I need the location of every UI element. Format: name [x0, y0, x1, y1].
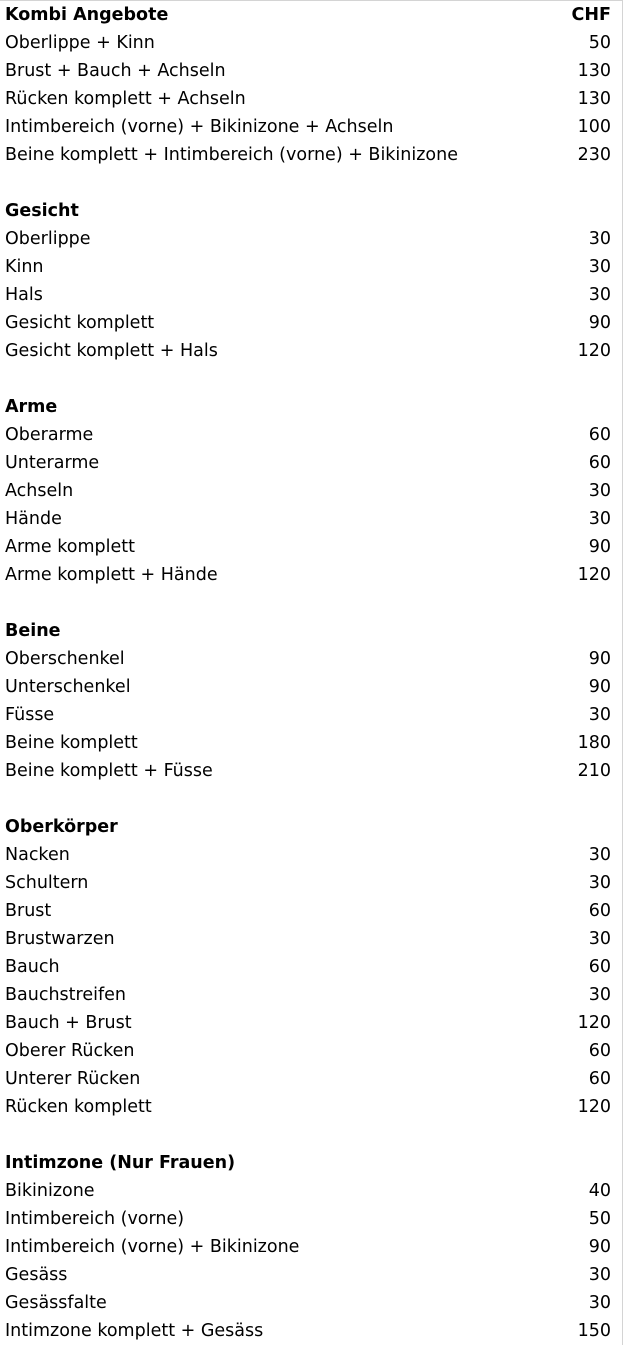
section-header — [0, 197, 622, 225]
price-section — [0, 197, 622, 365]
treatment-name: Intimzone komplett + Gesäss — [5, 1321, 264, 1341]
price-row — [0, 1205, 622, 1233]
price-row — [0, 281, 622, 309]
treatment-price: 90 — [588, 1237, 611, 1257]
price-row — [0, 1317, 622, 1345]
price-row — [0, 421, 622, 449]
treatment-name: Hände — [5, 509, 62, 529]
section-header — [0, 1, 622, 29]
price-row — [0, 981, 622, 1009]
treatment-price: 30 — [588, 929, 611, 949]
treatment-name: Unterschenkel — [5, 677, 131, 697]
treatment-price: 30 — [588, 705, 611, 725]
price-row — [0, 449, 622, 477]
treatment-price: 30 — [588, 481, 611, 501]
section-header — [0, 813, 622, 841]
price-row — [0, 1065, 622, 1093]
price-row — [0, 841, 622, 869]
section-title: Oberkörper — [5, 817, 118, 837]
treatment-name: Bauch — [5, 957, 60, 977]
treatment-price: 130 — [577, 89, 611, 109]
treatment-name: Bikinizone — [5, 1181, 95, 1201]
price-row — [0, 85, 622, 113]
section-spacer — [0, 169, 622, 197]
section-title: Beine — [5, 621, 61, 641]
treatment-name: Oberlippe + Kinn — [5, 33, 155, 53]
treatment-name: Intimbereich (vorne) + Bikinizone — [5, 1237, 300, 1257]
treatment-name: Schultern — [5, 873, 89, 893]
treatment-name: Nacken — [5, 845, 70, 865]
section-header — [0, 1149, 622, 1177]
treatment-price: 30 — [588, 257, 611, 277]
price-row — [0, 225, 622, 253]
section-header — [0, 393, 622, 421]
treatment-price: 30 — [588, 509, 611, 529]
price-row — [0, 505, 622, 533]
treatment-name: Gesässfalte — [5, 1293, 107, 1313]
treatment-price: 150 — [577, 1321, 611, 1341]
section-title: Intimzone (Nur Frauen) — [5, 1153, 236, 1173]
treatment-price: 30 — [588, 1293, 611, 1313]
price-row — [0, 897, 622, 925]
treatment-price: 30 — [588, 985, 611, 1005]
treatment-name: Gesicht komplett + Hals — [5, 341, 218, 361]
section-spacer — [0, 365, 622, 393]
treatment-name: Kinn — [5, 257, 44, 277]
price-row — [0, 869, 622, 897]
treatment-name: Achseln — [5, 481, 74, 501]
price-row — [0, 309, 622, 337]
treatment-name: Unterarme — [5, 453, 100, 473]
price-row — [0, 1037, 622, 1065]
price-section — [0, 617, 622, 785]
currency-label: CHF — [571, 5, 611, 25]
treatment-name: Gesicht komplett — [5, 313, 155, 333]
price-row — [0, 925, 622, 953]
treatment-price: 60 — [588, 957, 611, 977]
treatment-name: Rücken komplett — [5, 1097, 152, 1117]
treatment-price: 90 — [588, 677, 611, 697]
treatment-price: 30 — [588, 1265, 611, 1285]
section-title: Kombi Angebote — [5, 5, 169, 25]
treatment-price: 120 — [577, 341, 611, 361]
treatment-name: Arme komplett — [5, 537, 135, 557]
price-row — [0, 113, 622, 141]
treatment-name: Unterer Rücken — [5, 1069, 141, 1089]
treatment-price: 30 — [588, 873, 611, 893]
price-row — [0, 729, 622, 757]
treatment-price: 230 — [577, 145, 611, 165]
treatment-name: Beine komplett + Intimbereich (vorne) + Bikinizone — [5, 145, 459, 165]
treatment-price: 180 — [577, 733, 611, 753]
treatment-price: 50 — [588, 1209, 611, 1229]
treatment-name: Oberer Rücken — [5, 1041, 135, 1061]
price-section — [0, 393, 622, 589]
treatment-name: Oberlippe — [5, 229, 91, 249]
treatment-name: Brustwarzen — [5, 929, 115, 949]
treatment-name: Oberschenkel — [5, 649, 125, 669]
price-section — [0, 1, 622, 169]
price-section — [0, 813, 622, 1121]
treatment-price: 40 — [588, 1181, 611, 1201]
price-row — [0, 1289, 622, 1317]
treatment-price: 210 — [577, 761, 611, 781]
treatment-price: 60 — [588, 425, 611, 445]
price-row — [0, 1093, 622, 1121]
treatment-price: 100 — [577, 117, 611, 137]
treatment-price: 60 — [588, 453, 611, 473]
treatment-price: 120 — [577, 1013, 611, 1033]
treatment-name: Hals — [5, 285, 43, 305]
treatment-price: 30 — [588, 285, 611, 305]
price-row — [0, 477, 622, 505]
section-spacer — [0, 785, 622, 813]
treatment-price: 30 — [588, 229, 611, 249]
treatment-name: Rücken komplett + Achseln — [5, 89, 246, 109]
treatment-name: Bauch + Brust — [5, 1013, 132, 1033]
treatment-price: 90 — [588, 313, 611, 333]
price-section — [0, 1149, 622, 1345]
price-row — [0, 1261, 622, 1289]
treatment-price: 120 — [577, 565, 611, 585]
treatment-price: 60 — [588, 1041, 611, 1061]
price-row — [0, 1177, 622, 1205]
treatment-name: Beine komplett + Füsse — [5, 761, 213, 781]
price-row — [0, 253, 622, 281]
treatment-price: 120 — [577, 1097, 611, 1117]
price-row — [0, 561, 622, 589]
treatment-price: 30 — [588, 845, 611, 865]
price-row — [0, 645, 622, 673]
price-row — [0, 953, 622, 981]
treatment-price: 90 — [588, 649, 611, 669]
section-spacer — [0, 1121, 622, 1149]
treatment-price: 60 — [588, 1069, 611, 1089]
section-title: Arme — [5, 397, 58, 417]
price-row — [0, 1233, 622, 1261]
treatment-price: 90 — [588, 537, 611, 557]
treatment-name: Füsse — [5, 705, 55, 725]
price-row — [0, 337, 622, 365]
treatment-name: Oberarme — [5, 425, 94, 445]
price-row — [0, 29, 622, 57]
treatment-price: 130 — [577, 61, 611, 81]
section-header — [0, 617, 622, 645]
treatment-name: Gesäss — [5, 1265, 68, 1285]
price-row — [0, 701, 622, 729]
treatment-name: Intimbereich (vorne) + Bikinizone + Achseln — [5, 117, 394, 137]
treatment-name: Beine komplett — [5, 733, 138, 753]
section-title: Gesicht — [5, 201, 79, 221]
treatment-name: Arme komplett + Hände — [5, 565, 218, 585]
price-row — [0, 1009, 622, 1037]
treatment-name: Bauchstreifen — [5, 985, 126, 1005]
price-row — [0, 673, 622, 701]
section-spacer — [0, 589, 622, 617]
treatment-price: 60 — [588, 901, 611, 921]
price-row — [0, 141, 622, 169]
price-row — [0, 57, 622, 85]
treatment-name: Brust — [5, 901, 52, 921]
treatment-price: 50 — [588, 33, 611, 53]
price-row — [0, 757, 622, 785]
treatment-name: Brust + Bauch + Achseln — [5, 61, 226, 81]
price-sections — [0, 1, 622, 1345]
treatment-name: Intimbereich (vorne) — [5, 1209, 185, 1229]
price-row — [0, 533, 622, 561]
